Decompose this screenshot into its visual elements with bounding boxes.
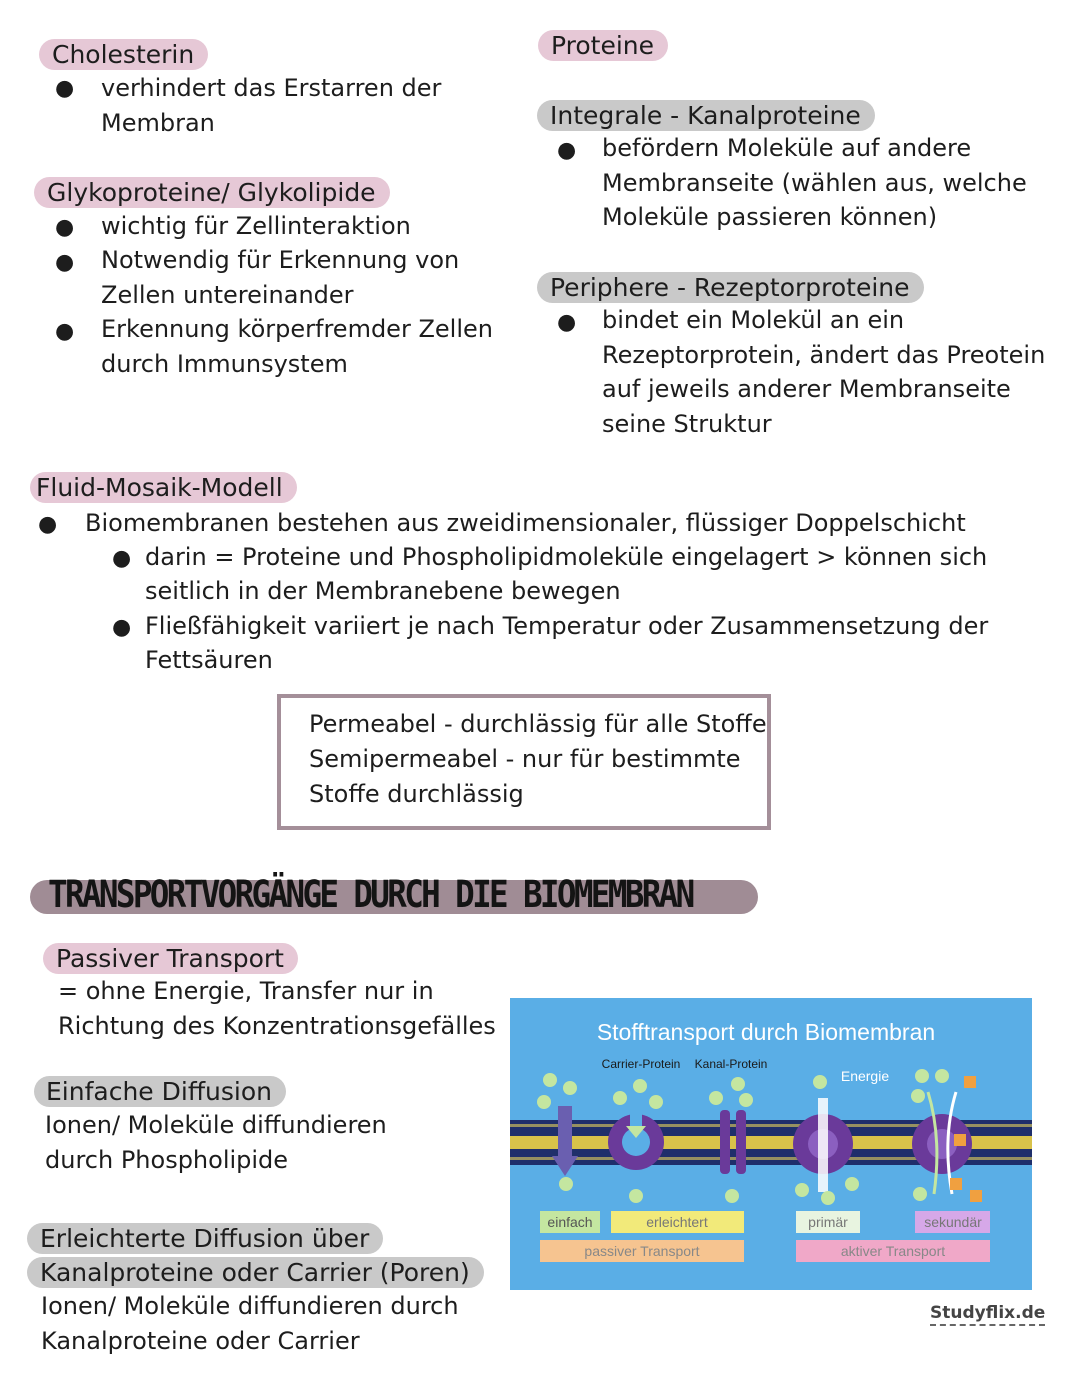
integrale-line-1: befördern Moleküle auf andere: [602, 134, 972, 162]
kanal-label: Kanal-Protein: [694, 1057, 768, 1071]
label-sekundaer: sekundär: [924, 1214, 982, 1230]
erleichtert-heading-1: Erleichterte Diffusion über: [27, 1223, 383, 1254]
periphere-line-2: Rezeptorprotein, ändert das Preotein: [602, 341, 1046, 369]
definition-box: [277, 694, 771, 830]
fluid-mosaik-heading: Fluid-Mosaik-Modell: [30, 472, 297, 503]
erleichtert-heading-2: Kanalproteine oder Carrier (Poren): [27, 1257, 484, 1288]
section-title: TRANSPORTVORGÄNGE DURCH DIE BIOMEMBRAN: [48, 873, 693, 916]
fluid-main-line: Biomembranen bestehen aus zweidimensionaler, flüssiger Doppelschicht: [85, 509, 966, 537]
definition-line-3: Stoffe durchlässig: [309, 780, 524, 808]
energie-label: Energie: [840, 1068, 890, 1084]
cholesterin-line-1: verhindert das Erstarren der: [101, 74, 442, 102]
glyko-line-1: wichtig für Zellinteraktion: [101, 212, 411, 240]
transport-figure: [510, 998, 1032, 1290]
bullet: ●: [55, 250, 75, 275]
bullet: ●: [557, 138, 577, 163]
bullet: ●: [55, 215, 75, 240]
bullet: ●: [55, 76, 75, 101]
einfach-line-1: Ionen/ Moleküle diffundieren: [45, 1111, 387, 1139]
cholesterin-line-2: Membran: [101, 109, 215, 137]
glyko-line-2: Notwendig für Erkennung von: [101, 246, 460, 274]
bullet: ●: [38, 512, 58, 537]
periphere-heading: Periphere - Rezeptorproteine: [537, 272, 924, 303]
bullet: ●: [557, 310, 577, 335]
figure-title: Stofftransport durch Biomembran: [596, 1019, 936, 1045]
proteine-heading: Proteine: [538, 30, 668, 61]
label-erleichtert: erleichtert: [646, 1214, 708, 1230]
fluid-sub2-line-2: Fettsäuren: [145, 646, 273, 674]
glyko-line-4: Erkennung körperfremder Zellen: [101, 315, 493, 343]
definition-line-1: Permeabel - durchlässig für alle Stoffe: [309, 710, 767, 738]
cholesterin-heading: Cholesterin: [39, 39, 208, 70]
integrale-line-3: Moleküle passieren können): [602, 203, 938, 231]
einfach-line-2: durch Phospholipide: [45, 1146, 289, 1174]
label-primaer: primär: [808, 1214, 848, 1230]
glyko-line-5: durch Immunsystem: [101, 350, 348, 378]
erleichtert-line-2: Kanalproteine oder Carrier: [41, 1327, 360, 1355]
periphere-line-4: seine Struktur: [602, 410, 772, 438]
passiv-line-1: = ohne Energie, Transfer nur in: [58, 977, 434, 1005]
fluid-sub1-line-2: seitlich in der Membranebene bewegen: [145, 577, 621, 605]
bullet: ●: [112, 546, 132, 571]
glyko-line-3: Zellen untereinander: [101, 281, 354, 309]
integrale-heading: Integrale - Kanalproteine: [537, 100, 875, 131]
einfach-heading: Einfache Diffusion: [34, 1076, 286, 1107]
fluid-sub1-line-1: darin = Proteine und Phospholipidmoleküle eingelagert > können sich: [145, 543, 988, 571]
definition-line-2: Semipermeabel - nur für bestimmte: [309, 745, 741, 773]
erleichtert-line-1: Ionen/ Moleküle diffundieren durch: [41, 1292, 459, 1320]
carrier-label: Carrier-Protein: [601, 1057, 681, 1071]
group-passiv: passiver Transport: [584, 1243, 700, 1259]
bullet: ●: [55, 319, 75, 344]
integrale-line-2: Membranseite (wählen aus, welche: [602, 169, 1027, 197]
group-aktiv: aktiver Transport: [840, 1243, 946, 1259]
credit[interactable]: Studyflix.de: [930, 1302, 1045, 1326]
passiv-heading: Passiver Transport: [43, 943, 298, 974]
bullet: ●: [112, 615, 132, 640]
periphere-line-1: bindet ein Molekül an ein: [602, 306, 905, 334]
fluid-sub2-line-1: Fließfähigkeit variiert je nach Temperatur oder Zusammensetzung der: [145, 612, 989, 640]
glyko-heading: Glykoproteine/ Glykolipide: [34, 177, 390, 208]
label-einfach: einfach: [547, 1214, 593, 1230]
passiv-line-2: Richtung des Konzentrationsgefälles: [58, 1012, 496, 1040]
periphere-line-3: auf jeweils anderer Membranseite: [602, 375, 1011, 403]
